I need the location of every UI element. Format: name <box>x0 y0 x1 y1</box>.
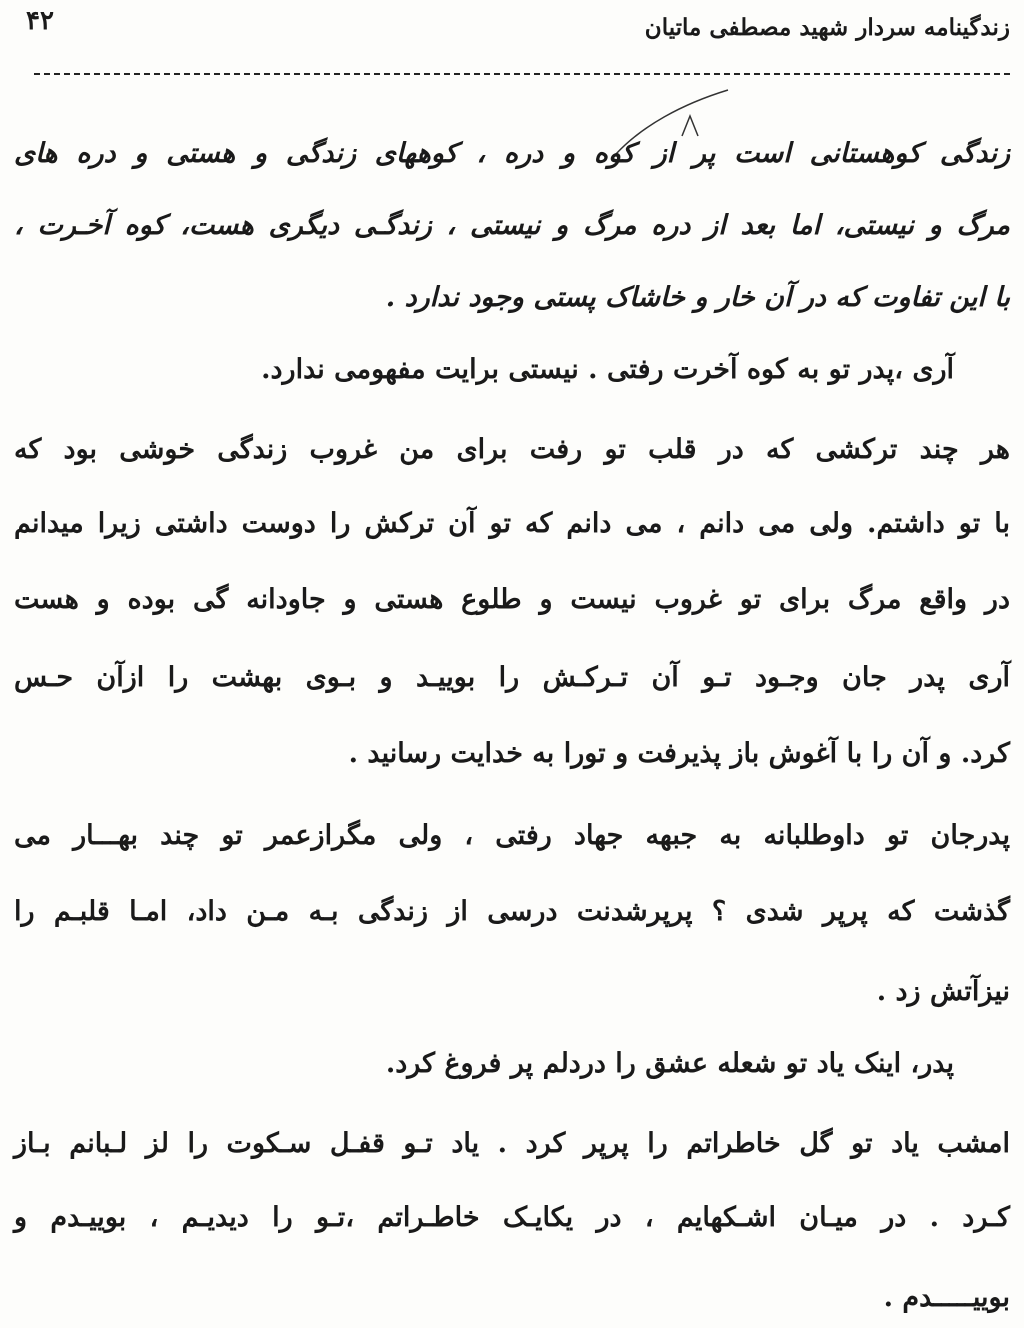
running-title: زندگینامه سردار شهید مصطفی ماتیان <box>644 14 1010 41</box>
page-number: ۴۲ <box>26 6 54 36</box>
text-line: مرگ و نیستی، اما بعد از دره مرگ و نیستی ، زندگـی دیگری هست، کوه آخـرت ، <box>14 210 1010 241</box>
text-line: گذشت که پرپر شدی ؟ پرپرشدنت درسی از زندگی بـه مـن داد، امـا قلبـم را <box>14 896 1010 927</box>
text-line: با تو داشتم. ولی می دانم ، می دانم که تو آن ترکش را دوست داشتی زیرا میدانم <box>14 508 1010 539</box>
text-line: با این تفاوت که در آن خار و خاشاک پستی وجود ندارد . <box>385 282 1010 313</box>
text-line: پدر، اینک یاد تو شعله عشق را دردلم پر فروغ کرد. <box>385 1048 954 1079</box>
text-line: زندگی کوهستانی است پر از کوه و دره ، کوههای زندگی و هستی و دره های <box>14 138 1010 169</box>
text-line: نیزآتش زد . <box>876 976 1010 1007</box>
text-line: آری پدر جان وجـود تـو آن تـرکـش را بوییـد و بـوی بهشت را ازآن حـس <box>14 662 1010 693</box>
text-line: کـرد . در میـان اشـکهایم ، در یکایـک خاطـراتم ،تـو را دیدیـم ، بوییـدم و <box>14 1202 1010 1233</box>
text-line: کرد. و آن را با آغوش باز پذیرفت و تورا به خدایت رسانید . <box>348 738 1010 769</box>
text-line: هر چند ترکشی که در قلب تو رفت برای من غروب زندگی خوشی بود که <box>14 434 1010 465</box>
text-line: بوییـــــدم . <box>883 1282 1010 1313</box>
text-line: آری ،پدر تو به کوه آخرت رفتی . نیستی برایت مفهومی ندارد. <box>261 354 954 385</box>
text-line: امشب یاد تو گل خاطراتم را پرپر کرد . یاد تـو قفـل سـکوت را لز لـبانم بـاز <box>14 1128 1010 1159</box>
text-line: پدرجان تو داوطلبانه به جبهه جهاد رفتی ، ولی مگرازعمر تو چند بهـــار می <box>14 820 1010 851</box>
text-line: در واقع مرگ برای تو غروب نیست و طلوع هستی و جاودانه گی بوده و هست <box>14 584 1010 615</box>
